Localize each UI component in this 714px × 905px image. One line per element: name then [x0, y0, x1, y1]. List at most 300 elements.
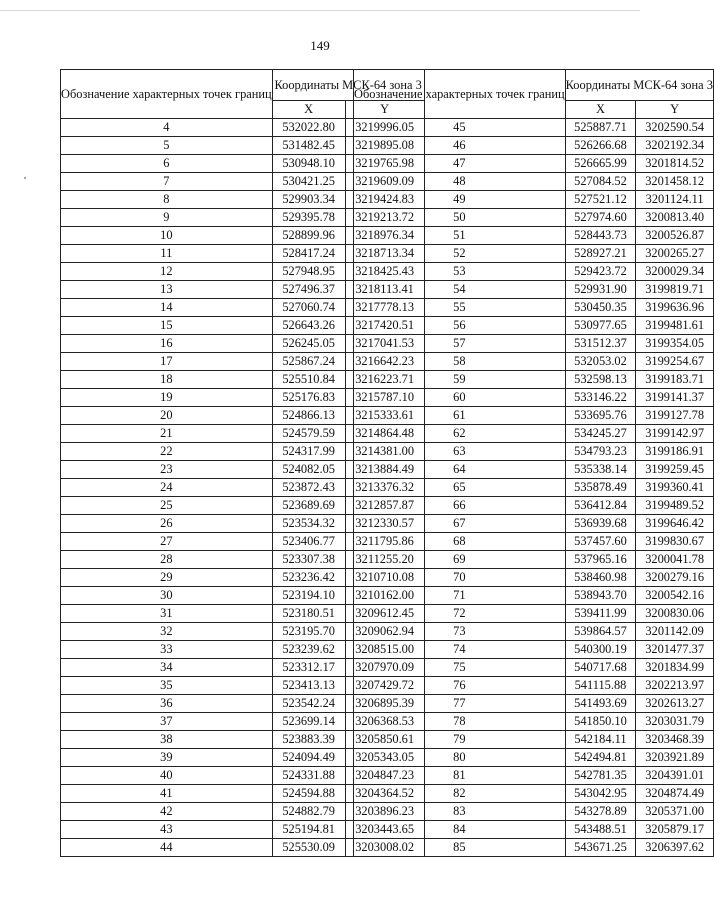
point-number-cell: 42 — [61, 803, 273, 821]
y-coordinate-cell: 3199254.67 — [636, 353, 714, 371]
y-coordinate-cell: 3219213.72 — [345, 209, 424, 227]
y-coordinate-cell: 3199259.45 — [636, 461, 714, 479]
y-coordinate-cell: 3215333.61 — [345, 407, 424, 425]
point-number-cell: 49 — [354, 191, 566, 209]
point-number-cell: 59 — [354, 371, 566, 389]
y-coordinate-cell: 3202213.97 — [636, 677, 714, 695]
point-number-cell: 63 — [354, 443, 566, 461]
table-row — [354, 173, 714, 191]
point-number-cell: 13 — [61, 281, 273, 299]
x-coordinate-cell: 525530.09 — [272, 839, 345, 857]
y-coordinate-cell: 3206397.62 — [636, 839, 714, 857]
x-coordinate-cell: 543671.25 — [565, 839, 636, 857]
point-number-cell: 6 — [61, 155, 273, 173]
y-coordinate-cell: 3203031.79 — [636, 713, 714, 731]
point-number-cell: 64 — [354, 461, 566, 479]
x-coordinate-cell: 537457.60 — [565, 533, 636, 551]
table-row — [354, 785, 714, 803]
x-coordinate-cell: 525176.83 — [272, 389, 345, 407]
y-coordinate-cell: 3199636.96 — [636, 299, 714, 317]
point-number-cell: 81 — [354, 767, 566, 785]
x-coordinate-cell: 538943.70 — [565, 587, 636, 605]
x-coordinate-cell: 532598.13 — [565, 371, 636, 389]
y-coordinate-cell: 3209612.45 — [345, 605, 424, 623]
y-coordinate-cell: 3216223.71 — [345, 371, 424, 389]
table-row — [354, 695, 714, 713]
x-coordinate-cell: 528899.96 — [272, 227, 345, 245]
point-number-cell: 11 — [61, 245, 273, 263]
point-number-cell: 71 — [354, 587, 566, 605]
y-coordinate-cell: 3200830.06 — [636, 605, 714, 623]
x-coordinate-cell: 534793.23 — [565, 443, 636, 461]
x-header: X — [565, 101, 636, 119]
point-number-cell: 10 — [61, 227, 273, 245]
x-coordinate-cell: 527496.37 — [272, 281, 345, 299]
x-coordinate-cell: 524866.13 — [272, 407, 345, 425]
y-coordinate-cell: 3199142.97 — [636, 425, 714, 443]
point-number-cell: 74 — [354, 641, 566, 659]
y-coordinate-cell: 3200279.16 — [636, 569, 714, 587]
point-number-cell: 25 — [61, 497, 273, 515]
x-coordinate-cell: 523194.10 — [272, 587, 345, 605]
y-coordinate-cell: 3202192.34 — [636, 137, 714, 155]
x-coordinate-cell: 537965.16 — [565, 551, 636, 569]
point-number-cell: 51 — [354, 227, 566, 245]
y-coordinate-cell: 3200813.40 — [636, 209, 714, 227]
table-row — [354, 515, 714, 533]
x-coordinate-cell: 528927.21 — [565, 245, 636, 263]
table-row — [354, 623, 714, 641]
point-number-cell: 79 — [354, 731, 566, 749]
y-coordinate-cell: 3205371.00 — [636, 803, 714, 821]
x-coordinate-cell: 523312.17 — [272, 659, 345, 677]
x-coordinate-cell: 527974.60 — [565, 209, 636, 227]
table-row — [354, 407, 714, 425]
y-coordinate-cell: 3199830.67 — [636, 533, 714, 551]
x-coordinate-cell: 533695.76 — [565, 407, 636, 425]
y-coordinate-cell: 3205850.61 — [345, 731, 424, 749]
top-rule — [0, 10, 640, 11]
point-number-cell: 66 — [354, 497, 566, 515]
x-coordinate-cell: 528417.24 — [272, 245, 345, 263]
table-row — [354, 641, 714, 659]
point-number-cell: 32 — [61, 623, 273, 641]
point-number-cell: 65 — [354, 479, 566, 497]
y-coordinate-cell: 3210710.08 — [345, 569, 424, 587]
x-coordinate-cell: 523689.69 — [272, 497, 345, 515]
y-coordinate-cell: 3200041.78 — [636, 551, 714, 569]
y-coordinate-cell: 3199354.05 — [636, 335, 714, 353]
point-number-cell: 39 — [61, 749, 273, 767]
point-number-cell: 41 — [61, 785, 273, 803]
x-coordinate-cell: 533146.22 — [565, 389, 636, 407]
point-number-cell: 12 — [61, 263, 273, 281]
x-coordinate-cell: 523406.77 — [272, 533, 345, 551]
table-row — [354, 425, 714, 443]
x-coordinate-cell: 542184.11 — [565, 731, 636, 749]
x-coordinate-cell: 543488.51 — [565, 821, 636, 839]
y-coordinate-cell: 3199360.41 — [636, 479, 714, 497]
y-header: Y — [345, 101, 424, 119]
x-coordinate-cell: 542494.81 — [565, 749, 636, 767]
point-number-cell: 85 — [354, 839, 566, 857]
x-coordinate-cell: 532053.02 — [565, 353, 636, 371]
point-number-cell: 17 — [61, 353, 273, 371]
y-coordinate-cell: 3210162.00 — [345, 587, 424, 605]
x-coordinate-cell: 539864.57 — [565, 623, 636, 641]
point-number-cell: 62 — [354, 425, 566, 443]
point-number-cell: 75 — [354, 659, 566, 677]
table-row — [354, 227, 714, 245]
x-coordinate-cell: 523699.14 — [272, 713, 345, 731]
point-number-cell: 30 — [61, 587, 273, 605]
x-coordinate-cell: 541493.69 — [565, 695, 636, 713]
table-row — [354, 281, 714, 299]
y-coordinate-cell: 3212330.57 — [345, 515, 424, 533]
x-coordinate-cell: 523872.43 — [272, 479, 345, 497]
point-number-cell: 76 — [354, 677, 566, 695]
y-coordinate-cell: 3201814.52 — [636, 155, 714, 173]
y-coordinate-cell: 3216642.23 — [345, 353, 424, 371]
table-row — [354, 461, 714, 479]
x-coordinate-cell: 524317.99 — [272, 443, 345, 461]
point-number-cell: 80 — [354, 749, 566, 767]
y-header: Y — [636, 101, 714, 119]
point-number-cell: 15 — [61, 317, 273, 335]
x-coordinate-cell: 527948.95 — [272, 263, 345, 281]
point-number-cell: 53 — [354, 263, 566, 281]
y-coordinate-cell: 3199646.42 — [636, 515, 714, 533]
y-coordinate-cell: 3207970.09 — [345, 659, 424, 677]
point-number-cell: 73 — [354, 623, 566, 641]
x-coordinate-cell: 523542.24 — [272, 695, 345, 713]
x-coordinate-cell: 525194.81 — [272, 821, 345, 839]
x-coordinate-cell: 543278.89 — [565, 803, 636, 821]
y-coordinate-cell: 3199127.78 — [636, 407, 714, 425]
table-row — [354, 299, 714, 317]
point-number-cell: 52 — [354, 245, 566, 263]
point-number-cell: 69 — [354, 551, 566, 569]
x-coordinate-cell: 527521.12 — [565, 191, 636, 209]
y-coordinate-cell: 3219609.09 — [345, 173, 424, 191]
coordinates-header: Координаты МСК-64 зона 3 — [272, 70, 424, 101]
table-row — [354, 713, 714, 731]
point-number-cell: 78 — [354, 713, 566, 731]
table-row — [354, 209, 714, 227]
point-number-cell: 37 — [61, 713, 273, 731]
y-coordinate-cell: 3218425.43 — [345, 263, 424, 281]
point-number-cell: 18 — [61, 371, 273, 389]
y-coordinate-cell: 3199489.52 — [636, 497, 714, 515]
y-coordinate-cell: 3199819.71 — [636, 281, 714, 299]
point-number-cell: 8 — [61, 191, 273, 209]
table-row — [354, 677, 714, 695]
y-coordinate-cell: 3201458.12 — [636, 173, 714, 191]
y-coordinate-cell: 3217778.13 — [345, 299, 424, 317]
x-coordinate-cell: 527084.52 — [565, 173, 636, 191]
y-coordinate-cell: 3206368.53 — [345, 713, 424, 731]
point-number-cell: 27 — [61, 533, 273, 551]
point-number-cell: 82 — [354, 785, 566, 803]
point-number-cell: 9 — [61, 209, 273, 227]
point-number-cell: 31 — [61, 605, 273, 623]
x-coordinate-cell: 536939.68 — [565, 515, 636, 533]
x-coordinate-cell: 540717.68 — [565, 659, 636, 677]
y-coordinate-cell: 3218713.34 — [345, 245, 424, 263]
table-row — [354, 191, 714, 209]
x-coordinate-cell: 524082.05 — [272, 461, 345, 479]
y-coordinate-cell: 3219765.98 — [345, 155, 424, 173]
y-coordinate-cell: 3200029.34 — [636, 263, 714, 281]
table-row — [354, 371, 714, 389]
table-row — [354, 569, 714, 587]
y-coordinate-cell: 3199183.71 — [636, 371, 714, 389]
table-row — [354, 119, 714, 137]
y-coordinate-cell: 3200542.16 — [636, 587, 714, 605]
x-coordinate-cell: 524882.79 — [272, 803, 345, 821]
point-number-cell: 33 — [61, 641, 273, 659]
y-coordinate-cell: 3209062.94 — [345, 623, 424, 641]
y-coordinate-cell: 3214864.48 — [345, 425, 424, 443]
x-coordinate-cell: 524594.88 — [272, 785, 345, 803]
point-number-cell: 77 — [354, 695, 566, 713]
table-row — [354, 479, 714, 497]
point-number-cell: 40 — [61, 767, 273, 785]
point-number-cell: 29 — [61, 569, 273, 587]
y-coordinate-cell: 3199481.61 — [636, 317, 714, 335]
y-coordinate-cell: 3218113.41 — [345, 281, 424, 299]
scan-speck — [24, 177, 26, 179]
y-coordinate-cell: 3218976.34 — [345, 227, 424, 245]
point-number-cell: 61 — [354, 407, 566, 425]
point-number-cell: 47 — [354, 155, 566, 173]
table-row — [354, 803, 714, 821]
table-row — [354, 731, 714, 749]
x-coordinate-cell: 529423.72 — [565, 263, 636, 281]
point-number-cell: 24 — [61, 479, 273, 497]
coordinates-table-right — [353, 69, 714, 857]
x-header: X — [272, 101, 345, 119]
y-coordinate-cell: 3204847.23 — [345, 767, 424, 785]
table-row — [354, 749, 714, 767]
point-number-cell: 21 — [61, 425, 273, 443]
page-number: 149 — [310, 38, 330, 53]
y-coordinate-cell: 3205879.17 — [636, 821, 714, 839]
y-coordinate-cell: 3214381.00 — [345, 443, 424, 461]
y-coordinate-cell: 3213884.49 — [345, 461, 424, 479]
point-number-cell: 23 — [61, 461, 273, 479]
table-row — [354, 245, 714, 263]
x-coordinate-cell: 529903.34 — [272, 191, 345, 209]
point-number-cell: 14 — [61, 299, 273, 317]
point-number-cell: 67 — [354, 515, 566, 533]
point-number-cell: 54 — [354, 281, 566, 299]
y-coordinate-cell: 3204364.52 — [345, 785, 424, 803]
x-coordinate-cell: 541115.88 — [565, 677, 636, 695]
x-coordinate-cell: 529931.90 — [565, 281, 636, 299]
x-coordinate-cell: 530421.25 — [272, 173, 345, 191]
point-number-cell: 19 — [61, 389, 273, 407]
point-number-cell: 16 — [61, 335, 273, 353]
point-number-cell: 20 — [61, 407, 273, 425]
point-number-cell: 22 — [61, 443, 273, 461]
y-coordinate-cell: 3204391.01 — [636, 767, 714, 785]
point-number-cell: 28 — [61, 551, 273, 569]
point-number-cell: 84 — [354, 821, 566, 839]
x-coordinate-cell: 526266.68 — [565, 137, 636, 155]
table-row — [354, 821, 714, 839]
y-coordinate-cell: 3219424.83 — [345, 191, 424, 209]
y-coordinate-cell: 3203921.89 — [636, 749, 714, 767]
x-coordinate-cell: 523534.32 — [272, 515, 345, 533]
point-number-cell: 35 — [61, 677, 273, 695]
x-coordinate-cell: 540300.19 — [565, 641, 636, 659]
y-coordinate-cell: 3201477.37 — [636, 641, 714, 659]
x-coordinate-cell: 528443.73 — [565, 227, 636, 245]
x-coordinate-cell: 524579.59 — [272, 425, 345, 443]
x-coordinate-cell: 531482.45 — [272, 137, 345, 155]
y-coordinate-cell: 3207429.72 — [345, 677, 424, 695]
y-coordinate-cell: 3211795.86 — [345, 533, 424, 551]
point-number-cell: 34 — [61, 659, 273, 677]
point-number-cell: 56 — [354, 317, 566, 335]
point-number-cell: 7 — [61, 173, 273, 191]
x-coordinate-cell: 523180.51 — [272, 605, 345, 623]
designation-header: Обозначение характерных точек границ — [354, 70, 566, 119]
y-coordinate-cell: 3206895.39 — [345, 695, 424, 713]
table-row — [354, 353, 714, 371]
x-coordinate-cell: 525887.71 — [565, 119, 636, 137]
x-coordinate-cell: 530948.10 — [272, 155, 345, 173]
y-coordinate-cell: 3200526.87 — [636, 227, 714, 245]
table-row — [354, 155, 714, 173]
table-row — [354, 263, 714, 281]
x-coordinate-cell: 524094.49 — [272, 749, 345, 767]
point-number-cell: 5 — [61, 137, 273, 155]
table-row — [354, 497, 714, 515]
point-number-cell: 68 — [354, 533, 566, 551]
coordinates-header: Координаты МСК-64 зона 3 — [565, 70, 713, 101]
table-row — [354, 317, 714, 335]
x-coordinate-cell: 523883.39 — [272, 731, 345, 749]
x-coordinate-cell: 523195.70 — [272, 623, 345, 641]
x-coordinate-cell: 542781.35 — [565, 767, 636, 785]
point-number-cell: 72 — [354, 605, 566, 623]
point-number-cell: 46 — [354, 137, 566, 155]
point-number-cell: 58 — [354, 353, 566, 371]
y-coordinate-cell: 3203443.65 — [345, 821, 424, 839]
point-number-cell: 57 — [354, 335, 566, 353]
table-row — [354, 551, 714, 569]
table-row — [354, 443, 714, 461]
table-row — [354, 587, 714, 605]
table-row — [354, 767, 714, 785]
y-coordinate-cell: 3202590.54 — [636, 119, 714, 137]
x-coordinate-cell: 532022.80 — [272, 119, 345, 137]
point-number-cell: 83 — [354, 803, 566, 821]
y-coordinate-cell: 3219996.05 — [345, 119, 424, 137]
y-coordinate-cell: 3203468.39 — [636, 731, 714, 749]
x-coordinate-cell: 539411.99 — [565, 605, 636, 623]
x-coordinate-cell: 529395.78 — [272, 209, 345, 227]
x-coordinate-cell: 523413.13 — [272, 677, 345, 695]
y-coordinate-cell: 3203896.23 — [345, 803, 424, 821]
x-coordinate-cell: 531512.37 — [565, 335, 636, 353]
point-number-cell: 50 — [354, 209, 566, 227]
y-coordinate-cell: 3199186.91 — [636, 443, 714, 461]
y-coordinate-cell: 3205343.05 — [345, 749, 424, 767]
table-row — [354, 659, 714, 677]
point-number-cell: 38 — [61, 731, 273, 749]
y-coordinate-cell: 3208515.00 — [345, 641, 424, 659]
point-number-cell: 4 — [61, 119, 273, 137]
y-coordinate-cell: 3211255.20 — [345, 551, 424, 569]
point-number-cell: 26 — [61, 515, 273, 533]
table-row — [354, 839, 714, 857]
y-coordinate-cell: 3201124.11 — [636, 191, 714, 209]
x-coordinate-cell: 525510.84 — [272, 371, 345, 389]
point-number-cell: 55 — [354, 299, 566, 317]
y-coordinate-cell: 3213376.32 — [345, 479, 424, 497]
point-number-cell: 70 — [354, 569, 566, 587]
x-coordinate-cell: 526643.26 — [272, 317, 345, 335]
x-coordinate-cell: 541850.10 — [565, 713, 636, 731]
y-coordinate-cell: 3199141.37 — [636, 389, 714, 407]
y-coordinate-cell: 3203008.02 — [345, 839, 424, 857]
point-number-cell: 45 — [354, 119, 566, 137]
x-coordinate-cell: 523239.62 — [272, 641, 345, 659]
y-coordinate-cell: 3217420.51 — [345, 317, 424, 335]
table-row — [354, 137, 714, 155]
y-coordinate-cell: 3201142.09 — [636, 623, 714, 641]
designation-header: Обозначение характерных точек границ — [61, 70, 273, 119]
x-coordinate-cell: 526665.99 — [565, 155, 636, 173]
point-number-cell: 44 — [61, 839, 273, 857]
x-coordinate-cell: 523307.38 — [272, 551, 345, 569]
x-coordinate-cell: 535878.49 — [565, 479, 636, 497]
x-coordinate-cell: 527060.74 — [272, 299, 345, 317]
point-number-cell: 48 — [354, 173, 566, 191]
x-coordinate-cell: 538460.98 — [565, 569, 636, 587]
table-row — [354, 335, 714, 353]
table-body-right — [354, 119, 714, 857]
y-coordinate-cell: 3215787.10 — [345, 389, 424, 407]
table-row — [354, 605, 714, 623]
x-coordinate-cell: 543042.95 — [565, 785, 636, 803]
table-row — [354, 533, 714, 551]
y-coordinate-cell: 3219895.08 — [345, 137, 424, 155]
x-coordinate-cell: 525867.24 — [272, 353, 345, 371]
y-coordinate-cell: 3217041.53 — [345, 335, 424, 353]
y-coordinate-cell: 3201834.99 — [636, 659, 714, 677]
y-coordinate-cell: 3202613.27 — [636, 695, 714, 713]
x-coordinate-cell: 534245.27 — [565, 425, 636, 443]
point-number-cell: 43 — [61, 821, 273, 839]
x-coordinate-cell: 523236.42 — [272, 569, 345, 587]
x-coordinate-cell: 530450.35 — [565, 299, 636, 317]
y-coordinate-cell: 3200265.27 — [636, 245, 714, 263]
y-coordinate-cell: 3212857.87 — [345, 497, 424, 515]
x-coordinate-cell: 530977.65 — [565, 317, 636, 335]
table-row — [354, 389, 714, 407]
x-coordinate-cell: 524331.88 — [272, 767, 345, 785]
x-coordinate-cell: 526245.05 — [272, 335, 345, 353]
y-coordinate-cell: 3204874.49 — [636, 785, 714, 803]
point-number-cell: 36 — [61, 695, 273, 713]
x-coordinate-cell: 535338.14 — [565, 461, 636, 479]
point-number-cell: 60 — [354, 389, 566, 407]
x-coordinate-cell: 536412.84 — [565, 497, 636, 515]
